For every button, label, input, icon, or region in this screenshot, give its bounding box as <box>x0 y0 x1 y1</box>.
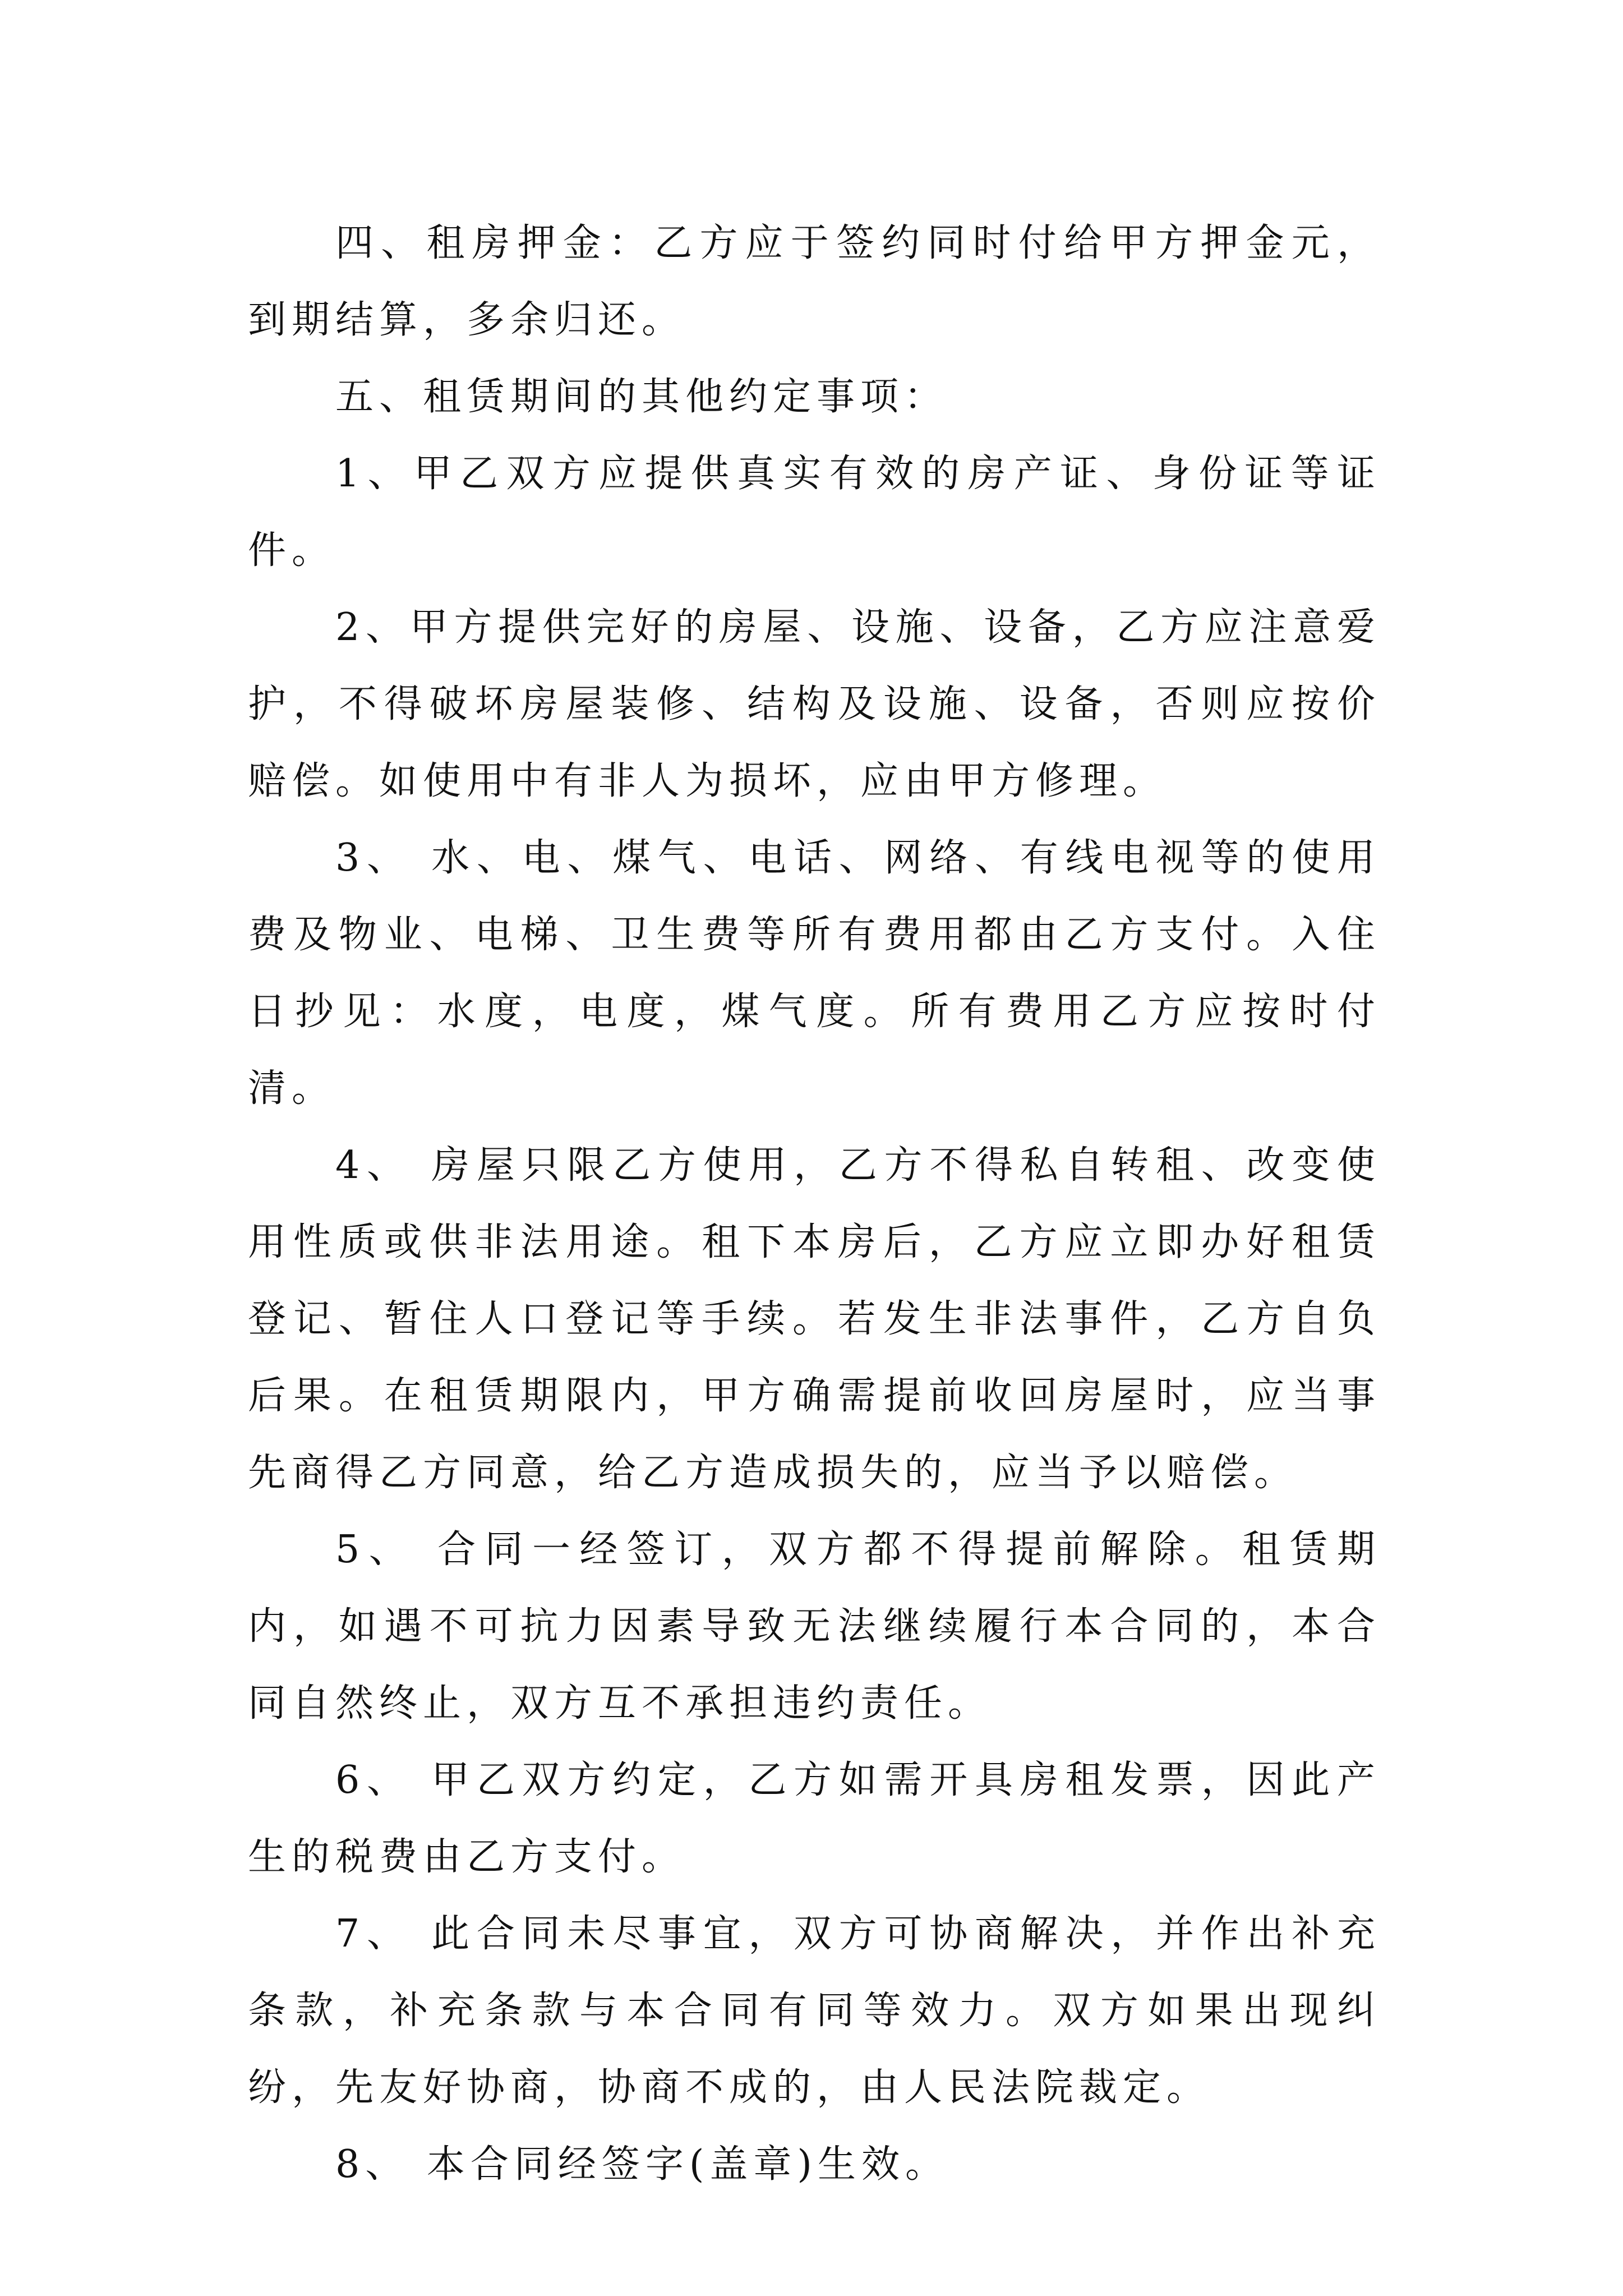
paragraph-term-5: 5、 合同一经签订，双方都不得提前解除。租赁期内，如遇不可抗力因素导致无法继续履行本合同的，本合同自然终止，双方互不承担违约责任。 <box>248 1527 1381 1726</box>
paragraph-term-6: 6、 甲乙双方约定，乙方如需开具房租发票，因此产生的税费由乙方支付。 <box>248 1758 1381 1879</box>
paragraph-term-7: 7、 此合同未尽事宜，双方可协商解决，并作出补充条款，补充条款与本合同有同等效力。双方如果出现纠纷，先友好协商，协商不成的，由人民法院裁定。 <box>248 1912 1381 2110</box>
contract-body <box>248 205 1381 2203</box>
paragraph-deposit: 四、租房押金：乙方应于签约同时付给甲方押金元，到期结算，多余归还。 <box>248 221 1381 342</box>
paragraph-term-3: 3、 水、电、煤气、电话、网络、有线电视等的使用费及物业、电梯、卫生费等所有费用都由乙方支付。入住日抄见：水度，电度，煤气度。所有费用乙方应按时付清。 <box>248 836 1381 1111</box>
paragraph-term-4: 4、 房屋只限乙方使用，乙方不得私自转租、改变使用性质或供非法用途。租下本房后，乙方应立即办好租赁登记、暂住人口登记等手续。若发生非法事件，乙方自负后果。在租赁期限内，甲方确需提前收回房屋时，应当事先商得乙方同意，给乙方造成损失的，应当予以赔偿。 <box>248 1143 1381 1495</box>
paragraph-term-1: 1、甲乙双方应提供真实有效的房产证、身份证等证件。 <box>248 452 1381 573</box>
paragraph-term-8: 8、 本合同经签字(盖章)生效。 <box>335 2142 949 2187</box>
paragraph-other-terms-heading: 五、租赁期间的其他约定事项： <box>335 375 948 419</box>
paragraph-term-2: 2、甲方提供完好的房屋、设施、设备，乙方应注意爱护，不得破坏房屋装修、结构及设施、设备，否则应按价赔偿。如使用中有非人为损坏，应由甲方修理。 <box>248 605 1381 803</box>
